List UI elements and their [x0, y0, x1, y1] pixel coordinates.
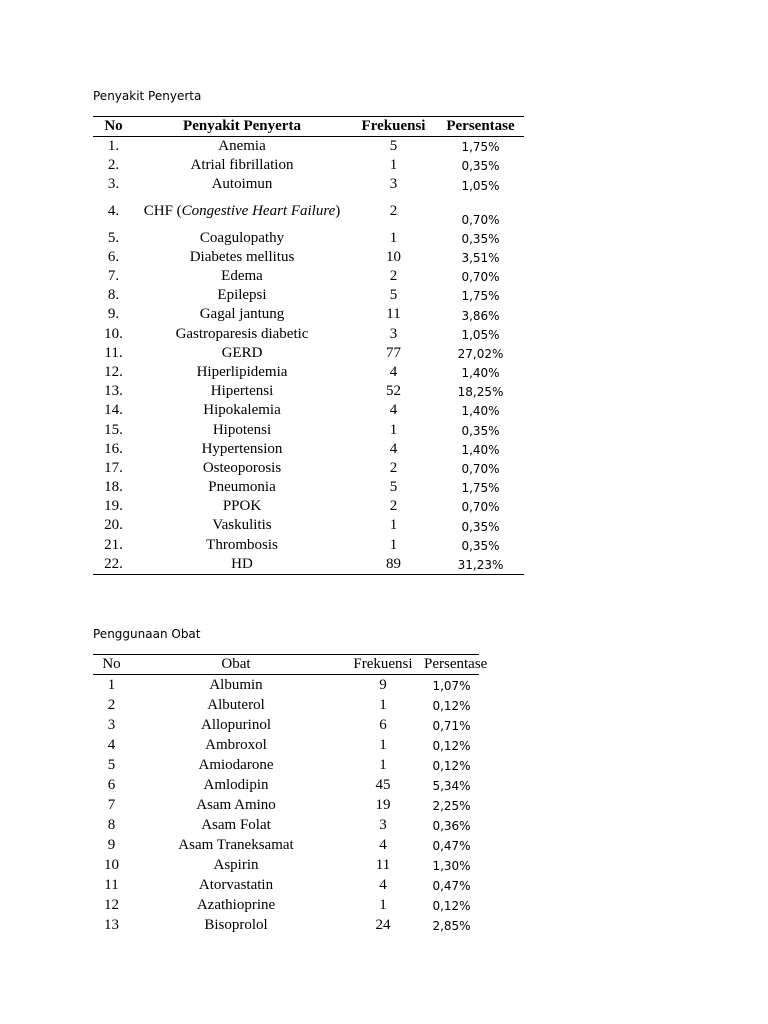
row-number: 13. — [104, 383, 123, 400]
table-row — [93, 835, 479, 855]
row-number: 4 — [107, 737, 116, 753]
row-number: 20. — [104, 517, 123, 534]
row-name: Amiodarone — [198, 757, 274, 773]
table-row — [93, 715, 479, 735]
row-number: 8. — [107, 287, 120, 304]
table-header-row — [93, 655, 479, 675]
row-percentage: 1,75% — [461, 481, 500, 496]
row-percentage: 1,30% — [432, 859, 471, 873]
row-name: Coagulopathy — [199, 229, 285, 246]
table-row — [93, 267, 524, 286]
row-number: 16. — [104, 440, 123, 457]
table-row — [93, 420, 524, 439]
row-name: Thrombosis — [206, 536, 278, 553]
table-row — [93, 459, 524, 478]
penyakit-penyerta-table-body — [93, 137, 524, 575]
row-frequency: 24 — [375, 917, 391, 933]
section-caption-penyakit-penyerta: Penyakit Penyerta — [93, 89, 202, 103]
row-percentage: 0,35% — [461, 423, 500, 438]
row-frequency: 5 — [389, 287, 398, 304]
table-row — [93, 229, 524, 248]
row-name: Anemia — [218, 138, 266, 155]
table-row — [93, 440, 524, 459]
row-frequency: 11 — [375, 857, 391, 873]
table-header-row — [93, 117, 524, 137]
row-number: 2 — [107, 697, 116, 713]
header-obat: Obat — [130, 655, 342, 675]
row-number: 22. — [93, 555, 134, 575]
row-frequency: 1 — [389, 229, 398, 246]
row-name — [134, 195, 350, 229]
row-frequency: 5 — [389, 479, 398, 496]
header-frekuensi: Frekuensi — [350, 117, 437, 137]
row-percentage: 1,75% — [461, 289, 500, 304]
row-frequency: 4 — [389, 363, 398, 380]
header-persentase: Persentase — [424, 655, 479, 675]
row-name: Autoimun — [211, 176, 273, 193]
table-row — [93, 325, 524, 344]
row-frequency: 3 — [389, 176, 398, 193]
row-percentage: 1,75% — [461, 140, 500, 155]
row-percentage: 0,47% — [432, 839, 471, 853]
row-percentage: 1,05% — [461, 327, 500, 342]
row-percentage: 1,40% — [461, 404, 500, 419]
row-name-italic: Congestive Heart Failure — [181, 203, 336, 220]
section-caption-penggunaan-obat: Penggunaan Obat — [93, 627, 201, 641]
table-row — [93, 195, 524, 229]
table-row — [93, 775, 479, 795]
row-number: 10 — [104, 857, 119, 873]
table-row — [93, 755, 479, 775]
row-frequency: 45 — [375, 777, 391, 793]
table-row — [93, 156, 524, 175]
row-number: 1. — [107, 138, 120, 155]
row-number: 4. — [107, 203, 120, 220]
table-row — [93, 875, 479, 895]
table-row — [93, 516, 524, 535]
row-number: 19. — [104, 498, 123, 515]
row-number: 18. — [104, 479, 123, 496]
row-name: Osteoporosis — [202, 459, 282, 476]
row-frequency: 3 — [389, 325, 398, 342]
row-percentage: 0,70% — [461, 500, 500, 515]
row-frequency: 1 — [389, 517, 398, 534]
row-number: 13 — [104, 917, 119, 933]
row-name: Asam Amino — [196, 797, 276, 813]
row-percentage: 1,40% — [461, 366, 500, 381]
row-frequency: 10 — [386, 248, 401, 265]
row-percentage: 0,12% — [432, 759, 471, 773]
header-persentase: Persentase — [437, 117, 524, 137]
row-frequency: 5 — [389, 138, 398, 155]
row-frequency: 2 — [389, 459, 398, 476]
row-frequency: 4 — [389, 440, 398, 457]
row-frequency: 6 — [379, 717, 387, 733]
row-name: Amlodipin — [203, 777, 269, 793]
row-frequency: 89 — [350, 555, 437, 575]
row-percentage: 0,35% — [461, 538, 500, 553]
row-percentage: 0,12% — [432, 899, 471, 913]
table-row — [93, 344, 524, 363]
row-percentage: 3,51% — [461, 250, 500, 265]
header-frekuensi: Frekuensi — [342, 655, 424, 675]
table-row — [93, 478, 524, 497]
penggunaan-obat-table — [93, 654, 488, 935]
row-percentage: 27,02% — [457, 346, 504, 361]
table-row — [93, 536, 524, 555]
row-percentage: 0,70% — [461, 212, 500, 227]
table-row — [93, 735, 479, 755]
row-name: Albumin — [209, 677, 263, 693]
header-penyakit-penyerta: Penyakit Penyerta — [134, 117, 350, 137]
row-frequency: 1 — [379, 897, 387, 913]
row-percentage: 0,70% — [461, 462, 500, 476]
row-name: Gagal jantung — [199, 306, 285, 323]
table-row — [93, 497, 524, 516]
row-number: 11 — [104, 877, 119, 893]
row-number: 15. — [104, 421, 123, 438]
row-name: Hiperlipidemia — [196, 363, 288, 380]
row-percentage: 0,12% — [432, 739, 471, 753]
row-name: Gastroparesis diabetic — [175, 325, 309, 342]
row-name: HD — [134, 555, 350, 575]
row-number: 9 — [107, 837, 116, 853]
row-number: 7 — [107, 797, 116, 813]
row-number: 9. — [107, 306, 120, 323]
row-frequency: 2 — [389, 498, 398, 515]
row-name-prefix: CHF ( — [143, 203, 182, 220]
row-number: 11. — [104, 344, 123, 361]
row-percentage: 0,35% — [461, 519, 500, 534]
row-name: Pneumonia — [208, 479, 276, 496]
table-row — [93, 175, 524, 194]
row-number: 3 — [107, 717, 116, 733]
table-row — [93, 675, 479, 696]
row-frequency: 1 — [389, 421, 398, 438]
row-frequency: 4 — [379, 837, 387, 853]
table-row — [93, 815, 479, 835]
row-number: 7. — [107, 268, 120, 285]
table-row — [93, 248, 524, 267]
table-row — [93, 137, 524, 157]
table-row — [93, 305, 524, 324]
row-percentage: 0,70% — [461, 270, 500, 285]
row-frequency: 2 — [389, 268, 398, 285]
row-name: Azathioprine — [196, 897, 276, 913]
table-row — [93, 382, 524, 401]
table-row — [93, 401, 524, 420]
table-row — [93, 915, 479, 935]
row-name: PPOK — [222, 498, 262, 515]
row-name: Atrial fibrillation — [190, 157, 294, 174]
row-frequency: 77 — [386, 344, 401, 361]
row-name: Albuterol — [207, 697, 265, 713]
row-name: Bisoprolol — [204, 917, 268, 933]
row-percentage: 1,07% — [432, 679, 471, 693]
row-percentage: 0,35% — [461, 231, 500, 246]
header-no: No — [93, 655, 130, 675]
row-percentage: 2,85% — [432, 919, 471, 933]
row-percentage: 18,25% — [457, 385, 504, 400]
header-no: No — [93, 117, 134, 137]
row-number: 12 — [104, 897, 119, 913]
row-number: 5 — [107, 757, 116, 773]
row-number: 14. — [104, 402, 123, 419]
row-number: 21. — [104, 536, 123, 553]
row-frequency: 3 — [379, 817, 387, 833]
row-percentage: 5,34% — [432, 779, 471, 793]
row-number: 12. — [104, 363, 123, 380]
row-frequency: 2 — [389, 203, 398, 220]
table-row — [93, 895, 479, 915]
table-row — [93, 855, 479, 875]
row-frequency: 9 — [379, 677, 387, 693]
row-name: Ambroxol — [205, 737, 267, 753]
row-name: Epilepsi — [217, 287, 267, 304]
row-name: GERD — [221, 344, 263, 361]
row-number: 6. — [107, 248, 120, 265]
row-percentage: 0,12% — [432, 699, 471, 713]
row-number: 3. — [107, 176, 120, 193]
row-name: Edema — [221, 268, 263, 285]
row-frequency: 52 — [386, 383, 401, 400]
row-percentage: 0,35% — [461, 159, 500, 174]
row-number: 8 — [107, 817, 116, 833]
row-percentage: 0,36% — [432, 819, 471, 833]
row-number: 10. — [104, 325, 123, 342]
row-name: Hipotensi — [212, 421, 272, 438]
row-frequency: 1 — [379, 737, 387, 753]
row-percentage: 2,25% — [432, 799, 471, 813]
row-name: Asam Traneksamat — [178, 837, 294, 853]
row-name: Hipertensi — [210, 383, 274, 400]
row-number: 6 — [107, 777, 116, 793]
row-frequency: 1 — [389, 157, 398, 174]
penggunaan-obat-table-body — [93, 675, 479, 936]
row-name: Asam Folat — [201, 817, 271, 833]
row-percentage: 1,05% — [461, 178, 500, 193]
row-percentage: 0,71% — [432, 719, 471, 733]
table-row — [93, 363, 524, 382]
row-name: Hipokalemia — [203, 402, 281, 419]
table-row — [93, 695, 479, 715]
row-number: 17. — [104, 459, 123, 476]
row-frequency: 4 — [379, 877, 387, 893]
row-name: Vaskulitis — [212, 517, 272, 534]
row-frequency: 19 — [375, 797, 391, 813]
row-name: Diabetes mellitus — [189, 248, 295, 265]
table-row — [93, 795, 479, 815]
row-percentage: 1,40% — [461, 442, 500, 457]
row-name: Aspirin — [213, 857, 259, 873]
row-number: 1 — [107, 677, 116, 693]
penyakit-penyerta-table — [93, 116, 524, 575]
table-row — [93, 286, 524, 305]
row-name: Hypertension — [201, 440, 283, 457]
row-percentage: 0,47% — [432, 879, 471, 893]
row-number: 2. — [107, 157, 120, 174]
row-frequency: 1 — [389, 536, 398, 553]
table-row — [93, 555, 524, 575]
row-name: Allopurinol — [201, 717, 271, 733]
row-frequency: 11 — [386, 306, 401, 323]
row-frequency: 4 — [389, 402, 398, 419]
row-name: Atorvastatin — [198, 877, 274, 893]
row-percentage: 31,23% — [437, 555, 524, 575]
row-name-suffix: ) — [335, 203, 341, 220]
row-number: 5. — [107, 229, 120, 246]
row-percentage: 3,86% — [461, 308, 500, 323]
row-frequency: 1 — [379, 757, 387, 773]
row-frequency: 1 — [379, 697, 387, 713]
